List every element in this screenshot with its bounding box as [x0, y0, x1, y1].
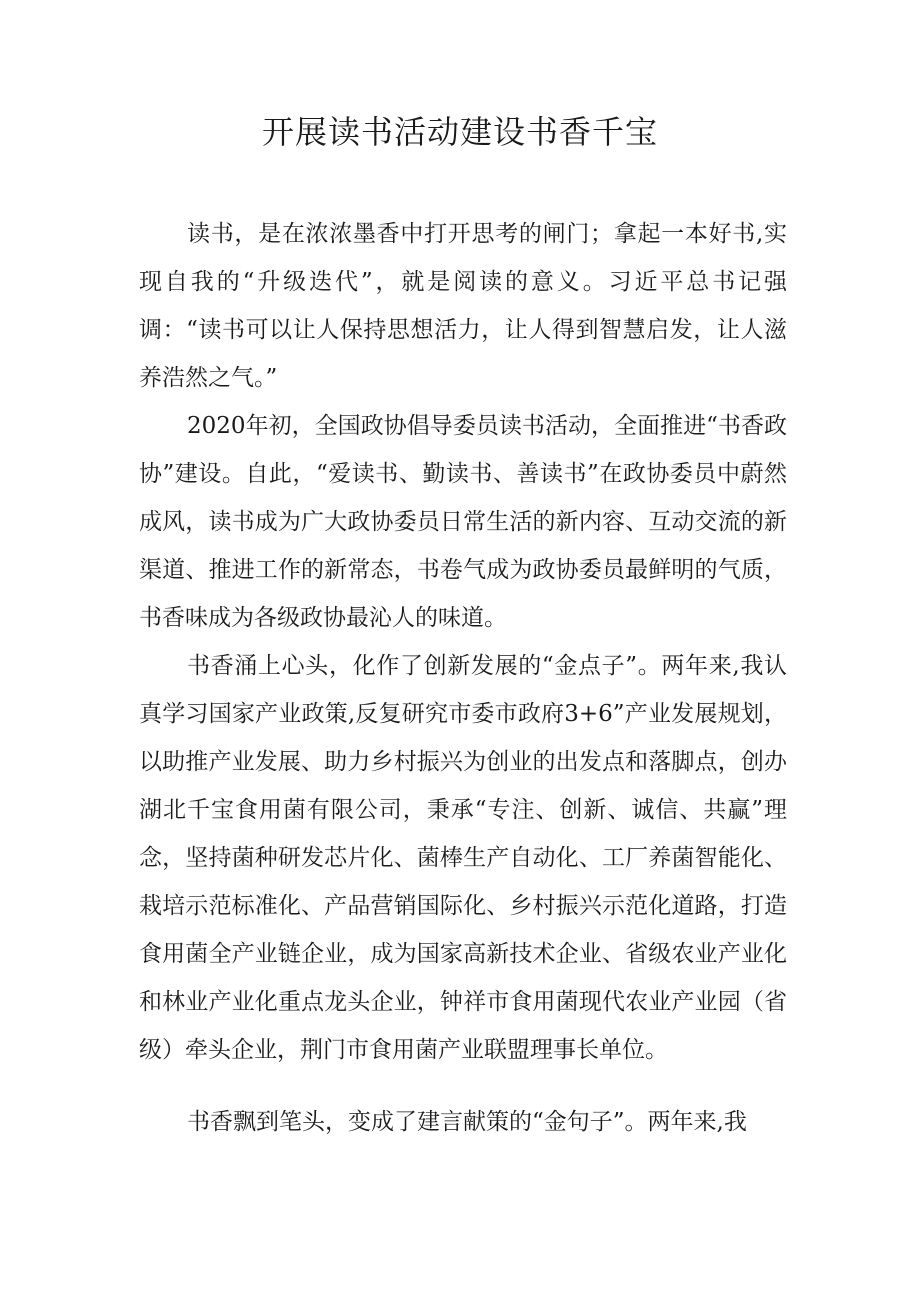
paragraph-1: 读书，是在浓浓墨香中打开思考的闸门；拿起一本好书,实现自我的“升级迭代”，就是阅读的意义。习近平总书记强调：“读书可以让人保持思想活力，让人得到智慧启发，让人滋养浩然之气。”: [139, 221, 787, 391]
paragraph-3: 书香涌上心头，化作了创新发展的“金点子”。两年来,我认真学习国家产业政策,反复研究市委市政府3+6”产业发展规划，以助推产业发展、助力乡村振兴为创业的出发点和落脚点，创办湖北千宝食用菌有限公司，秉承“专注、创新、诚信、共赢”理念，坚持菌种研发芯片化、菌棒生产自动化、工厂养菌智能化、栽培示范标准化、产品营销国际化、乡村振兴示范化道路，打造食用菌全产业链企业，成为国家高新技术企业、省级农业产业化和林业产业化重点龙头企业，钟祥市食用菌现代农业产业园（省级）牵头企业，荆门市食用菌产业联盟理事长单位。: [139, 653, 787, 1063]
document-title: 开展读书活动建设书香千宝: [261, 113, 658, 151]
document-body: [139, 210, 787, 1146]
paragraph-2: 2020年初，全国政协倡导委员读书活动，全面推进“书香政协”建设。自此，“爱读书、勤读书、善读书”在政协委员中蔚然成风，读书成为广大政协委员日常生活的新内容、互动交流的新渠道、推进工作的新常态，书卷气成为政协委员最鲜明的气质，书香味成为各级政协最沁人的味道。: [139, 413, 787, 631]
paragraph-4: 书香飘到笔头，变成了建言献策的“金句子”。两年来,我: [187, 1109, 747, 1135]
